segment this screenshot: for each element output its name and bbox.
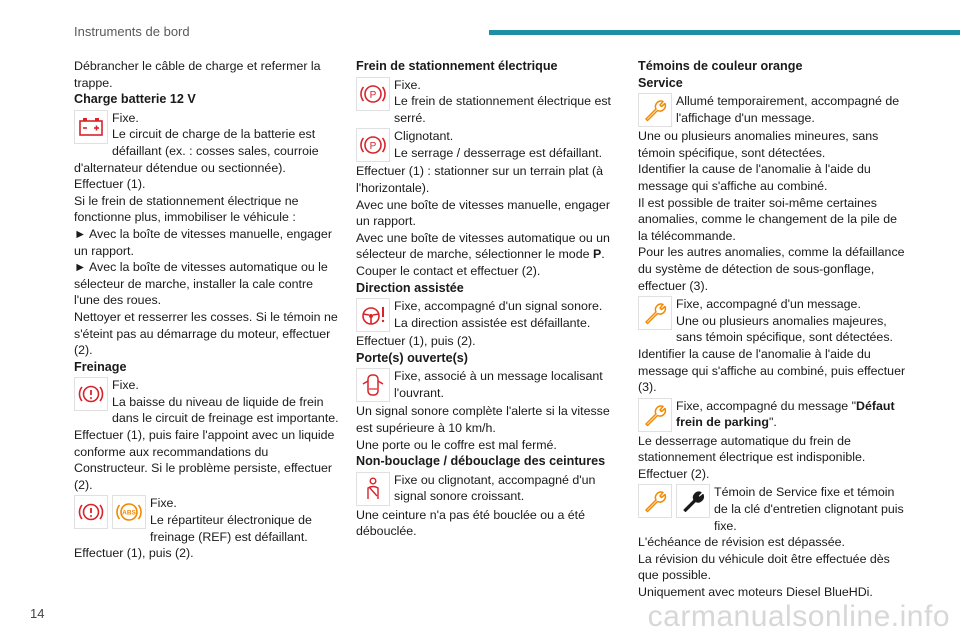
battery-line: Nettoyer et resserrer les cosses. Si le témoin ne s'éteint pas au démarrage du moteur, effectuer (2). xyxy=(74,309,338,358)
parking-line: Le serrage / desserrage est défaillant. xyxy=(394,145,603,160)
parking-line: Clignotant. xyxy=(394,129,454,144)
section-title-parking: Frein de stationnement électrique xyxy=(356,59,558,73)
belts-line: Une ceinture n'a pas été bouclée ou a été débouclée. xyxy=(356,507,586,539)
parking-p-label: P xyxy=(369,141,377,153)
parking-line: Couper le contact et effectuer (2). xyxy=(356,263,541,278)
seatbelt-icon xyxy=(356,472,390,506)
parking-auto-line: Avec une boîte de vitesses automatique ou un sélecteur de marche, sélectionner le mode P. xyxy=(356,230,610,262)
wrench-icon xyxy=(638,484,672,518)
maintenance-line: L'échéance de révision est dépassée. xyxy=(638,535,845,550)
service-line: Pour les autres anomalies, comme la défaillance du système de détection de sous-gonflage, effectuer (3). xyxy=(638,245,905,293)
brake-line: La baisse du niveau de liquide de frein dans le circuit de freinage est importante. xyxy=(112,394,339,426)
maintenance-line: La révision du véhicule doit être effectuée dès que possible. xyxy=(638,551,890,583)
battery-icon xyxy=(74,110,108,144)
message-defaut-frein: Défaut frein de parking xyxy=(676,398,895,430)
warning-item-service-parking xyxy=(638,398,906,433)
warning-item-steering xyxy=(356,298,620,333)
brake-icon xyxy=(74,377,108,411)
ref-line: Effectuer (1), puis (2). xyxy=(74,546,194,561)
column-2 xyxy=(356,58,620,540)
steering-line: Effectuer (1), puis (2). xyxy=(356,334,476,349)
warning-item-service-temp xyxy=(638,93,906,128)
warning-item-battery xyxy=(74,110,342,176)
doors-line: Un signal sonore complète l'alerte si la vitesse est supérieure à 10 km/h. xyxy=(356,404,610,435)
service-line: Il est possible de traiter soi-même certaines anomalies, comme le changement de la pile de la télécommande. xyxy=(638,195,897,243)
battery-line: Si le frein de stationnement électrique ne fonctionne plus, immobiliser le véhicule : xyxy=(74,193,299,225)
service-line: Identifier la cause de l'anomalie à l'aide du message qui s'affiche au combiné. xyxy=(638,162,871,193)
parking-brake-icon xyxy=(356,77,390,111)
brake-line: Effectuer (1), puis faire l'appoint avec un liquide conforme aux recommandations du Constructeur. Si le problème persiste, effectuer (2). xyxy=(74,428,335,492)
service-line: Effectuer (2). xyxy=(638,466,710,481)
ref-line: Fixe. xyxy=(150,496,177,511)
column-3 xyxy=(638,58,906,601)
warning-item-brake xyxy=(74,377,342,427)
battery-line: Fixe. xyxy=(112,110,139,125)
warning-item-doors xyxy=(356,368,620,403)
battery-line: Le circuit de charge de la batterie est défaillant (ex. : cosses sales, courroie d'alternateur détendue ou sectionnée). xyxy=(74,127,319,175)
parking-line: Avec une boîte de vitesses manuelle, engager un rapport. xyxy=(356,197,610,229)
section-title-steering: Direction assistée xyxy=(356,280,464,295)
warning-item-parking-fixed xyxy=(356,77,620,127)
abs-label: ABS xyxy=(122,509,136,517)
section-title-braking: Freinage xyxy=(74,359,127,374)
steering-line: La direction assistée est défaillante. xyxy=(394,315,591,330)
section-title-orange: Témoins de couleur orange xyxy=(638,59,803,73)
watermark: carmanualsonline.info xyxy=(647,600,950,633)
warning-item-ref xyxy=(74,495,342,545)
service-line: Une ou plusieurs anomalies mineures, sans témoin spécifique, sont détectées. xyxy=(638,129,879,160)
warning-item-parking-blink xyxy=(356,128,620,163)
battery-line: ► Avec la boîte de vitesses automatique ou le sélecteur de marche, installer la cale contre l'une des roues. xyxy=(74,260,328,308)
wrench-icon xyxy=(638,296,672,330)
wrench-icon xyxy=(638,93,672,127)
header-accent-bar xyxy=(489,30,960,35)
parking-line: Le frein de stationnement électrique est serré. xyxy=(394,94,611,125)
battery-line: Effectuer (1). xyxy=(74,177,146,192)
battery-line: ► Avec la boîte de vitesses manuelle, engager un rapport. xyxy=(74,226,332,258)
service-line: Une ou plusieurs anomalies majeures, sans témoin spécifique, sont détectées. xyxy=(676,313,893,345)
section-title-battery: Charge batterie 12 V xyxy=(74,92,196,107)
section-title-service: Service xyxy=(638,75,683,90)
warning-item-belts xyxy=(356,472,620,507)
abs-icon xyxy=(112,495,146,529)
service-message-line: Fixe, accompagné du message "Défaut frein de parking". xyxy=(676,398,895,430)
page-header-title: Instruments de bord xyxy=(74,24,190,39)
intro-text: Débrancher le câble de charge et refermer la trappe. xyxy=(74,59,321,90)
mode-p: P xyxy=(592,247,602,262)
section-title-doors: Porte(s) ouverte(s) xyxy=(356,350,468,365)
wrench-icon xyxy=(638,398,672,432)
parking-p-label: P xyxy=(369,89,377,101)
column-1 xyxy=(74,58,342,562)
page-number: 14 xyxy=(30,606,45,621)
service-line: Allumé temporairement, accompagné de l'affichage d'un message. xyxy=(676,94,900,125)
brake-icon xyxy=(74,495,108,529)
maintenance-line: Témoin de Service fixe et témoin de la clé d'entretien clignotant puis fixe. xyxy=(714,485,904,533)
brake-line: Fixe. xyxy=(112,378,139,393)
maintenance-line: Uniquement avec moteurs Diesel BlueHDi. xyxy=(638,585,873,600)
doors-line: Fixe, associé à un message localisant l'ouvrant. xyxy=(394,369,603,400)
warning-item-service-maintenance xyxy=(638,484,906,534)
maintenance-wrench-icon xyxy=(676,484,710,518)
door-open-icon xyxy=(356,368,390,402)
ref-line: Le répartiteur électronique de freinage (REF) est défaillant. xyxy=(150,513,312,544)
parking-brake-icon xyxy=(356,128,390,162)
steering-warning-icon xyxy=(356,298,390,332)
warning-item-service-fixed xyxy=(638,296,906,346)
steering-line: Fixe, accompagné d'un signal sonore. xyxy=(394,299,603,314)
service-line: Identifier la cause de l'anomalie à l'aide du message qui s'affiche au combiné, puis effectuer (3). xyxy=(638,346,906,395)
doors-line: Une porte ou le coffre est mal fermé. xyxy=(356,437,557,452)
belts-line: Fixe ou clignotant, accompagné d'un signal sonore croissant. xyxy=(394,472,596,504)
parking-line: Effectuer (1) : stationner sur un terrain plat (à l'horizontale). xyxy=(356,164,604,195)
section-title-belts: Non-bouclage / débouclage des ceintures xyxy=(356,454,606,469)
parking-line: Fixe. xyxy=(394,77,421,92)
service-line: Le desserrage automatique du frein de stationnement électrique est indisponible. xyxy=(638,433,866,465)
service-line: Fixe, accompagné d'un message. xyxy=(676,297,861,312)
